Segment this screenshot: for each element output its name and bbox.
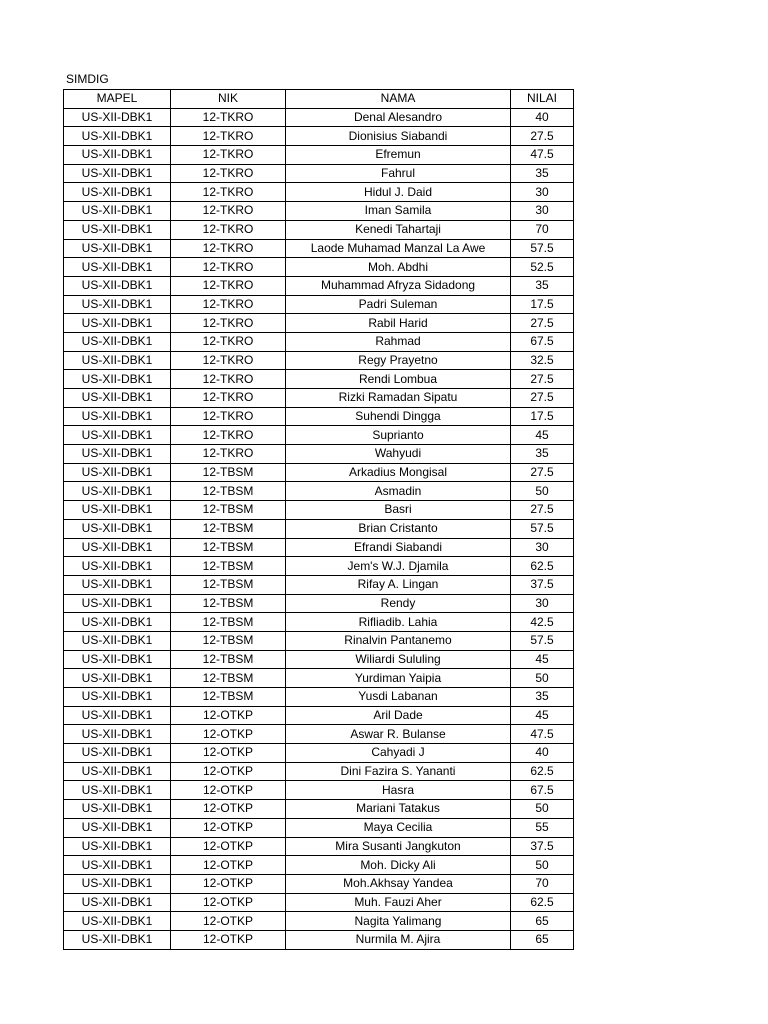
cell-nama: Rahmad xyxy=(286,332,511,351)
cell-nama: Suprianto xyxy=(286,426,511,445)
table-row xyxy=(64,183,574,202)
cell-nik: 12-TBSM xyxy=(171,538,286,557)
cell-nilai: 67.5 xyxy=(511,781,574,800)
cell-nilai: 57.5 xyxy=(511,239,574,258)
table-row xyxy=(64,631,574,650)
cell-nik: 12-TBSM xyxy=(171,575,286,594)
cell-mapel: US-XII-DBK1 xyxy=(64,519,171,538)
cell-mapel: US-XII-DBK1 xyxy=(64,575,171,594)
table-row xyxy=(64,650,574,669)
cell-nama: Wahyudi xyxy=(286,445,511,464)
cell-mapel: US-XII-DBK1 xyxy=(64,856,171,875)
cell-mapel: US-XII-DBK1 xyxy=(64,744,171,763)
cell-nik: 12-TBSM xyxy=(171,613,286,632)
table-row xyxy=(64,575,574,594)
cell-nik: 12-OTKP xyxy=(171,725,286,744)
cell-nilai: 62.5 xyxy=(511,893,574,912)
cell-nik: 12-TKRO xyxy=(171,389,286,408)
cell-nama: Iman Samila xyxy=(286,202,511,221)
table-row xyxy=(64,202,574,221)
table-row xyxy=(64,127,574,146)
header-mapel: MAPEL xyxy=(64,90,171,109)
cell-nilai: 27.5 xyxy=(511,463,574,482)
cell-nik: 12-TBSM xyxy=(171,631,286,650)
cell-nilai: 52.5 xyxy=(511,258,574,277)
table-row xyxy=(64,912,574,931)
cell-nilai: 45 xyxy=(511,650,574,669)
cell-nilai: 40 xyxy=(511,108,574,127)
cell-nilai: 45 xyxy=(511,426,574,445)
cell-mapel: US-XII-DBK1 xyxy=(64,202,171,221)
table-row xyxy=(64,818,574,837)
table-row xyxy=(64,501,574,520)
cell-nilai: 27.5 xyxy=(511,370,574,389)
table-row xyxy=(64,445,574,464)
cell-nilai: 57.5 xyxy=(511,631,574,650)
cell-nama: Regy Prayetno xyxy=(286,351,511,370)
cell-nama: Mira Susanti Jangkuton xyxy=(286,837,511,856)
cell-nama: Rinalvin Pantanemo xyxy=(286,631,511,650)
table-row xyxy=(64,706,574,725)
cell-mapel: US-XII-DBK1 xyxy=(64,650,171,669)
cell-nilai: 27.5 xyxy=(511,127,574,146)
cell-mapel: US-XII-DBK1 xyxy=(64,893,171,912)
cell-nama: Rifay A. Lingan xyxy=(286,575,511,594)
table-row xyxy=(64,108,574,127)
cell-nik: 12-TKRO xyxy=(171,445,286,464)
table-row xyxy=(64,426,574,445)
cell-nama: Cahyadi J xyxy=(286,744,511,763)
cell-mapel: US-XII-DBK1 xyxy=(64,501,171,520)
cell-nik: 12-TBSM xyxy=(171,557,286,576)
cell-nik: 12-TKRO xyxy=(171,407,286,426)
table-row xyxy=(64,930,574,949)
cell-nik: 12-TKRO xyxy=(171,127,286,146)
cell-nama: Muh. Fauzi Aher xyxy=(286,893,511,912)
cell-mapel: US-XII-DBK1 xyxy=(64,800,171,819)
cell-nik: 12-OTKP xyxy=(171,818,286,837)
table-row xyxy=(64,407,574,426)
cell-mapel: US-XII-DBK1 xyxy=(64,463,171,482)
table-row xyxy=(64,351,574,370)
cell-nik: 12-TKRO xyxy=(171,220,286,239)
cell-nama: Efremun xyxy=(286,146,511,165)
cell-nik: 12-TKRO xyxy=(171,183,286,202)
table-row xyxy=(64,239,574,258)
cell-mapel: US-XII-DBK1 xyxy=(64,930,171,949)
cell-nilai: 40 xyxy=(511,744,574,763)
cell-mapel: US-XII-DBK1 xyxy=(64,426,171,445)
cell-nama: Padri Suleman xyxy=(286,295,511,314)
cell-nilai: 30 xyxy=(511,202,574,221)
cell-nik: 12-TKRO xyxy=(171,276,286,295)
table-row xyxy=(64,594,574,613)
cell-nama: Brian Cristanto xyxy=(286,519,511,538)
cell-nama: Rendi Lombua xyxy=(286,370,511,389)
table-row xyxy=(64,314,574,333)
cell-nilai: 62.5 xyxy=(511,762,574,781)
cell-nilai: 70 xyxy=(511,874,574,893)
cell-nama: Moh. Dicky Ali xyxy=(286,856,511,875)
cell-nilai: 57.5 xyxy=(511,519,574,538)
table-row xyxy=(64,463,574,482)
cell-nik: 12-OTKP xyxy=(171,893,286,912)
header-nik: NIK xyxy=(171,90,286,109)
table-row xyxy=(64,688,574,707)
cell-nik: 12-OTKP xyxy=(171,874,286,893)
cell-nilai: 55 xyxy=(511,818,574,837)
table-row xyxy=(64,370,574,389)
cell-nilai: 30 xyxy=(511,538,574,557)
table-row xyxy=(64,220,574,239)
cell-nik: 12-TKRO xyxy=(171,202,286,221)
cell-mapel: US-XII-DBK1 xyxy=(64,164,171,183)
table-row xyxy=(64,332,574,351)
cell-mapel: US-XII-DBK1 xyxy=(64,631,171,650)
table-body xyxy=(64,108,574,949)
cell-mapel: US-XII-DBK1 xyxy=(64,874,171,893)
cell-nama: Denal Alesandro xyxy=(286,108,511,127)
cell-mapel: US-XII-DBK1 xyxy=(64,276,171,295)
grades-table xyxy=(63,89,574,950)
cell-nik: 12-OTKP xyxy=(171,744,286,763)
cell-nama: Rizki Ramadan Sipatu xyxy=(286,389,511,408)
table-row xyxy=(64,146,574,165)
table-row xyxy=(64,669,574,688)
table-row xyxy=(64,613,574,632)
cell-nama: Rendy xyxy=(286,594,511,613)
header-nilai: NILAI xyxy=(511,90,574,109)
cell-nik: 12-TKRO xyxy=(171,295,286,314)
cell-nilai: 27.5 xyxy=(511,389,574,408)
cell-nama: Kenedi Tahartaji xyxy=(286,220,511,239)
cell-nik: 12-OTKP xyxy=(171,762,286,781)
table-row xyxy=(64,258,574,277)
cell-nilai: 50 xyxy=(511,669,574,688)
cell-nik: 12-TKRO xyxy=(171,108,286,127)
cell-mapel: US-XII-DBK1 xyxy=(64,127,171,146)
cell-mapel: US-XII-DBK1 xyxy=(64,239,171,258)
cell-nilai: 65 xyxy=(511,912,574,931)
cell-mapel: US-XII-DBK1 xyxy=(64,538,171,557)
cell-nilai: 37.5 xyxy=(511,837,574,856)
cell-nilai: 35 xyxy=(511,688,574,707)
cell-nama: Dionisius Siabandi xyxy=(286,127,511,146)
table-row xyxy=(64,389,574,408)
cell-nik: 12-OTKP xyxy=(171,930,286,949)
cell-nik: 12-TKRO xyxy=(171,351,286,370)
cell-mapel: US-XII-DBK1 xyxy=(64,482,171,501)
cell-nik: 12-TBSM xyxy=(171,463,286,482)
table-row xyxy=(64,762,574,781)
cell-nama: Moh. Abdhi xyxy=(286,258,511,277)
table-row xyxy=(64,856,574,875)
cell-nilai: 65 xyxy=(511,930,574,949)
cell-mapel: US-XII-DBK1 xyxy=(64,818,171,837)
cell-nik: 12-TBSM xyxy=(171,650,286,669)
cell-mapel: US-XII-DBK1 xyxy=(64,183,171,202)
cell-nama: Hidul J. Daid xyxy=(286,183,511,202)
cell-nilai: 50 xyxy=(511,856,574,875)
cell-nilai: 27.5 xyxy=(511,314,574,333)
cell-nik: 12-TBSM xyxy=(171,482,286,501)
cell-nama: Asmadin xyxy=(286,482,511,501)
cell-mapel: US-XII-DBK1 xyxy=(64,762,171,781)
cell-mapel: US-XII-DBK1 xyxy=(64,781,171,800)
cell-mapel: US-XII-DBK1 xyxy=(64,688,171,707)
table-row xyxy=(64,800,574,819)
cell-nama: Jem's W.J. Djamila xyxy=(286,557,511,576)
cell-nilai: 45 xyxy=(511,706,574,725)
cell-nik: 12-TBSM xyxy=(171,501,286,520)
cell-mapel: US-XII-DBK1 xyxy=(64,725,171,744)
cell-nik: 12-TKRO xyxy=(171,164,286,183)
cell-nama: Nagita Yalimang xyxy=(286,912,511,931)
cell-mapel: US-XII-DBK1 xyxy=(64,258,171,277)
cell-nilai: 27.5 xyxy=(511,501,574,520)
cell-mapel: US-XII-DBK1 xyxy=(64,407,171,426)
cell-nama: Wiliardi Sululing xyxy=(286,650,511,669)
cell-nik: 12-OTKP xyxy=(171,800,286,819)
cell-nama: Yurdiman Yaipia xyxy=(286,669,511,688)
cell-nilai: 67.5 xyxy=(511,332,574,351)
cell-nama: Efrandi Siabandi xyxy=(286,538,511,557)
cell-mapel: US-XII-DBK1 xyxy=(64,445,171,464)
cell-nama: Laode Muhamad Manzal La Awe xyxy=(286,239,511,258)
cell-nilai: 70 xyxy=(511,220,574,239)
cell-nik: 12-TBSM xyxy=(171,688,286,707)
cell-nilai: 17.5 xyxy=(511,295,574,314)
cell-nik: 12-TBSM xyxy=(171,519,286,538)
table-row xyxy=(64,893,574,912)
cell-mapel: US-XII-DBK1 xyxy=(64,837,171,856)
cell-nik: 12-TKRO xyxy=(171,426,286,445)
cell-mapel: US-XII-DBK1 xyxy=(64,594,171,613)
cell-nilai: 35 xyxy=(511,276,574,295)
cell-nilai: 35 xyxy=(511,445,574,464)
cell-mapel: US-XII-DBK1 xyxy=(64,912,171,931)
table-row xyxy=(64,837,574,856)
cell-nama: Rabil Harid xyxy=(286,314,511,333)
cell-nilai: 30 xyxy=(511,183,574,202)
header-nama: NAMA xyxy=(286,90,511,109)
cell-mapel: US-XII-DBK1 xyxy=(64,557,171,576)
cell-nilai: 50 xyxy=(511,800,574,819)
cell-mapel: US-XII-DBK1 xyxy=(64,370,171,389)
table-row xyxy=(64,538,574,557)
cell-nama: Nurmila M. Ajira xyxy=(286,930,511,949)
cell-nik: 12-TKRO xyxy=(171,332,286,351)
cell-nik: 12-OTKP xyxy=(171,912,286,931)
table-row xyxy=(64,744,574,763)
cell-mapel: US-XII-DBK1 xyxy=(64,108,171,127)
cell-nik: 12-TKRO xyxy=(171,258,286,277)
cell-nama: Hasra xyxy=(286,781,511,800)
cell-nama: Suhendi Dingga xyxy=(286,407,511,426)
cell-nilai: 62.5 xyxy=(511,557,574,576)
cell-nik: 12-TBSM xyxy=(171,669,286,688)
cell-nik: 12-TKRO xyxy=(171,314,286,333)
table-row xyxy=(64,295,574,314)
cell-mapel: US-XII-DBK1 xyxy=(64,351,171,370)
cell-nama: Mariani Tatakus xyxy=(286,800,511,819)
cell-nama: Maya Cecilia xyxy=(286,818,511,837)
cell-nama: Dini Fazira S. Yananti xyxy=(286,762,511,781)
table-row xyxy=(64,781,574,800)
cell-nama: Muhammad Afryza Sidadong xyxy=(286,276,511,295)
cell-nilai: 50 xyxy=(511,482,574,501)
table-row xyxy=(64,557,574,576)
cell-mapel: US-XII-DBK1 xyxy=(64,332,171,351)
cell-mapel: US-XII-DBK1 xyxy=(64,146,171,165)
table-row xyxy=(64,519,574,538)
cell-nama: Moh.Akhsay Yandea xyxy=(286,874,511,893)
table-row xyxy=(64,164,574,183)
cell-nilai: 42.5 xyxy=(511,613,574,632)
cell-nik: 12-TKRO xyxy=(171,239,286,258)
table-row xyxy=(64,874,574,893)
cell-nama: Aswar R. Bulanse xyxy=(286,725,511,744)
cell-nilai: 47.5 xyxy=(511,146,574,165)
cell-nilai: 35 xyxy=(511,164,574,183)
cell-mapel: US-XII-DBK1 xyxy=(64,613,171,632)
cell-nilai: 30 xyxy=(511,594,574,613)
cell-nik: 12-OTKP xyxy=(171,706,286,725)
cell-nama: Basri xyxy=(286,501,511,520)
cell-nik: 12-OTKP xyxy=(171,781,286,800)
cell-mapel: US-XII-DBK1 xyxy=(64,314,171,333)
cell-nama: Yusdi Labanan xyxy=(286,688,511,707)
cell-nama: Fahrul xyxy=(286,164,511,183)
cell-mapel: US-XII-DBK1 xyxy=(64,389,171,408)
table-row xyxy=(64,276,574,295)
cell-mapel: US-XII-DBK1 xyxy=(64,295,171,314)
table-header-row xyxy=(64,90,574,109)
cell-nama: Arkadius Mongisal xyxy=(286,463,511,482)
cell-nilai: 32.5 xyxy=(511,351,574,370)
table-row xyxy=(64,725,574,744)
cell-nik: 12-TKRO xyxy=(171,146,286,165)
cell-nilai: 17.5 xyxy=(511,407,574,426)
cell-mapel: US-XII-DBK1 xyxy=(64,220,171,239)
sheet-title: SIMDIG xyxy=(66,72,109,86)
table-row xyxy=(64,482,574,501)
cell-mapel: US-XII-DBK1 xyxy=(64,706,171,725)
cell-nik: 12-TKRO xyxy=(171,370,286,389)
cell-nilai: 47.5 xyxy=(511,725,574,744)
cell-nik: 12-OTKP xyxy=(171,837,286,856)
cell-nik: 12-TBSM xyxy=(171,594,286,613)
cell-nilai: 37.5 xyxy=(511,575,574,594)
cell-nama: Rifliadib. Lahia xyxy=(286,613,511,632)
cell-nama: Aril Dade xyxy=(286,706,511,725)
cell-nik: 12-OTKP xyxy=(171,856,286,875)
cell-mapel: US-XII-DBK1 xyxy=(64,669,171,688)
